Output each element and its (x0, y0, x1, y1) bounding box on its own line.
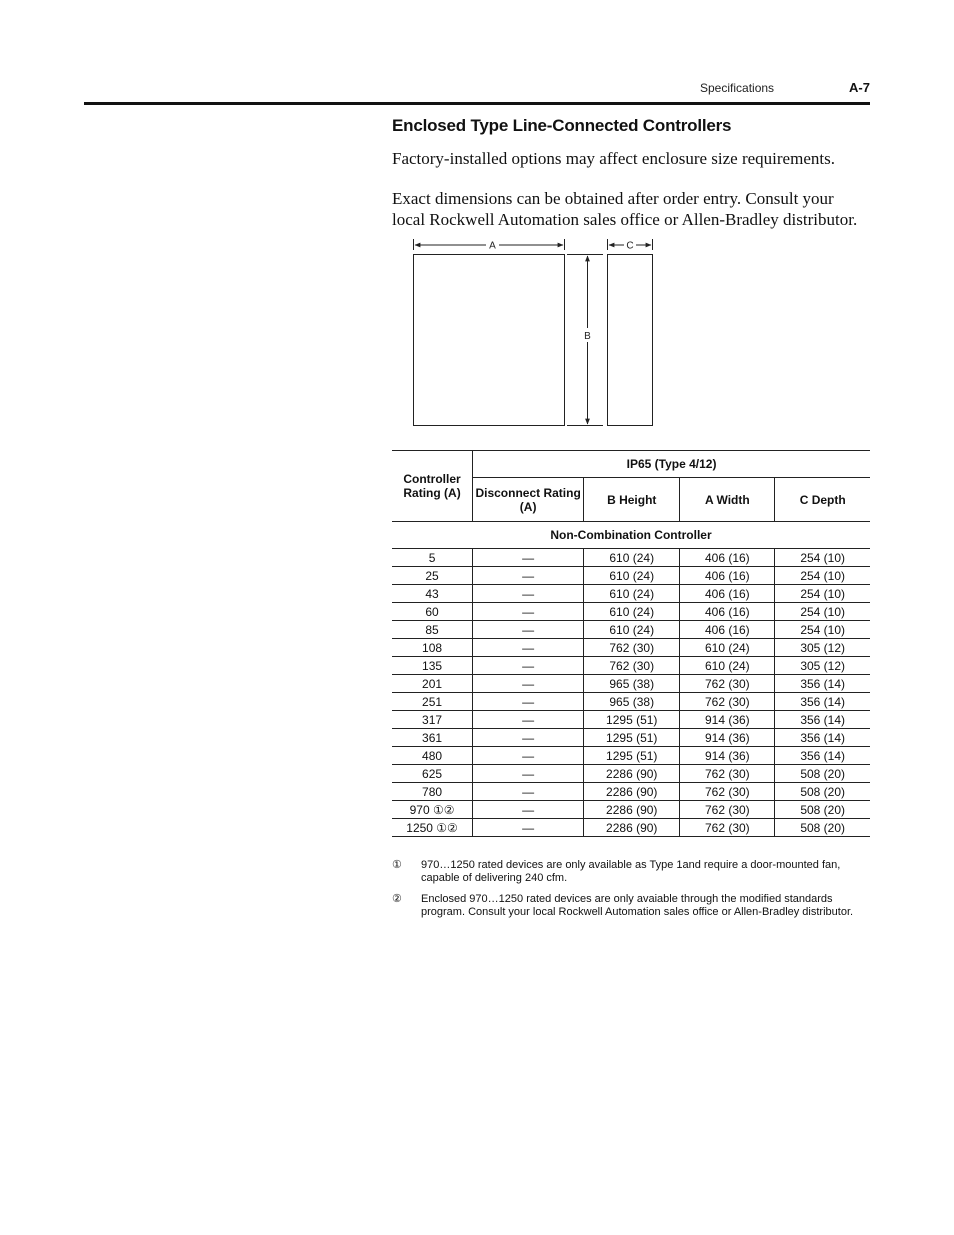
disconnect-rating-cell: — (473, 693, 584, 711)
table-row (392, 801, 870, 819)
controller-rating-cell: 201 (392, 675, 473, 693)
c-depth-cell: 305 (12) (775, 657, 870, 675)
disconnect-rating-cell: — (473, 639, 584, 657)
c-depth-cell: 254 (10) (775, 621, 870, 639)
b-height-cell: 762 (30) (584, 657, 680, 675)
header-section-title: Specifications (700, 81, 775, 95)
header-a-width: A Width (680, 478, 775, 522)
b-height-cell: 610 (24) (584, 567, 680, 585)
table-row (392, 639, 870, 657)
c-depth-cell: 254 (10) (775, 585, 870, 603)
table-row (392, 819, 870, 837)
header-b-height: B Height (584, 478, 680, 522)
footnote-2-text: Enclosed 970…1250 rated devices are only avaiable through the modified standards program. Consult your local Rockwell Automation sales office or Allen-Bradley distributor. (421, 893, 854, 918)
controller-rating-cell: 5 (392, 549, 473, 567)
disconnect-rating-cell: — (473, 621, 584, 639)
a-width-cell: 762 (30) (680, 801, 775, 819)
table-row (392, 603, 870, 621)
side-view-outline (608, 255, 653, 426)
footnote-2 (392, 893, 870, 919)
controller-rating-cell: 970 ①② (392, 801, 473, 819)
b-height-cell: 2286 (90) (584, 819, 680, 837)
a-width-cell: 406 (16) (680, 549, 775, 567)
disconnect-rating-cell: — (473, 819, 584, 837)
table-row (392, 567, 870, 585)
table-body (392, 549, 870, 837)
controller-rating-cell: 60 (392, 603, 473, 621)
controller-rating-cell: 135 (392, 657, 473, 675)
footnotes (392, 859, 870, 927)
a-width-cell: 762 (30) (680, 765, 775, 783)
controller-rating-cell: 780 (392, 783, 473, 801)
disconnect-rating-cell: — (473, 765, 584, 783)
b-height-cell: 762 (30) (584, 639, 680, 657)
b-height-cell: 610 (24) (584, 549, 680, 567)
header-ip65: IP65 (Type 4/12) (473, 451, 870, 478)
enclosure-dimension-diagram (405, 236, 665, 432)
table-row (392, 765, 870, 783)
header-c-depth: C Depth (775, 478, 870, 522)
b-height-cell: 1295 (51) (584, 729, 680, 747)
a-width-cell: 762 (30) (680, 675, 775, 693)
controller-rating-cell: 625 (392, 765, 473, 783)
disconnect-rating-cell: — (473, 567, 584, 585)
c-depth-cell: 356 (14) (775, 675, 870, 693)
front-view-outline (414, 255, 565, 426)
a-width-cell: 610 (24) (680, 657, 775, 675)
section-non-combination: Non-Combination Controller (392, 522, 870, 549)
b-height-cell: 2286 (90) (584, 765, 680, 783)
controller-rating-cell: 361 (392, 729, 473, 747)
footnote-1-marker: ① (392, 859, 402, 871)
c-depth-cell: 356 (14) (775, 729, 870, 747)
c-depth-cell: 356 (14) (775, 711, 870, 729)
b-height-cell: 610 (24) (584, 621, 680, 639)
table-row (392, 621, 870, 639)
footnote-1 (392, 859, 870, 885)
paragraph-dimensions: Exact dimensions can be obtained after order entry. Consult your local Rockwell Automation sales office or Allen-Bradley distributor. (392, 189, 858, 229)
a-width-cell: 914 (36) (680, 711, 775, 729)
section-heading: Enclosed Type Line-Connected Controllers (392, 116, 732, 135)
disconnect-rating-cell: — (473, 801, 584, 819)
c-depth-cell: 254 (10) (775, 603, 870, 621)
dimension-b-label: B (584, 331, 591, 342)
a-width-cell: 914 (36) (680, 729, 775, 747)
a-width-cell: 406 (16) (680, 585, 775, 603)
controller-rating-cell: 108 (392, 639, 473, 657)
a-width-cell: 762 (30) (680, 693, 775, 711)
table-row (392, 783, 870, 801)
disconnect-rating-cell: — (473, 603, 584, 621)
b-height-cell: 2286 (90) (584, 783, 680, 801)
table-row (392, 711, 870, 729)
table-row (392, 585, 870, 603)
header-rule (84, 102, 870, 105)
controller-rating-cell: 43 (392, 585, 473, 603)
footnote-1-text: 970…1250 rated devices are only available as Type 1and require a door-mounted fan, capable of delivering 240 cfm. (421, 859, 841, 884)
header-disconnect-rating: Disconnect Rating (A) (473, 478, 584, 522)
table-row (392, 549, 870, 567)
c-depth-cell: 305 (12) (775, 639, 870, 657)
footnote-2-marker: ② (392, 893, 402, 905)
controller-rating-cell: 85 (392, 621, 473, 639)
disconnect-rating-cell: — (473, 747, 584, 765)
table-row (392, 729, 870, 747)
c-depth-cell: 508 (20) (775, 783, 870, 801)
b-height-cell: 610 (24) (584, 603, 680, 621)
a-width-cell: 914 (36) (680, 747, 775, 765)
dimension-c-label: C (626, 240, 634, 252)
b-height-cell: 1295 (51) (584, 747, 680, 765)
header-controller-rating: Controller Rating (A) (392, 451, 473, 522)
a-width-cell: 406 (16) (680, 567, 775, 585)
b-height-cell: 965 (38) (584, 675, 680, 693)
b-height-cell: 610 (24) (584, 585, 680, 603)
b-height-cell: 965 (38) (584, 693, 680, 711)
a-width-cell: 406 (16) (680, 603, 775, 621)
table-row (392, 675, 870, 693)
controller-rating-cell: 480 (392, 747, 473, 765)
disconnect-rating-cell: — (473, 729, 584, 747)
disconnect-rating-cell: — (473, 549, 584, 567)
c-depth-cell: 508 (20) (775, 819, 870, 837)
a-width-cell: 406 (16) (680, 621, 775, 639)
disconnect-rating-cell: — (473, 675, 584, 693)
page-number: A-7 (849, 80, 870, 95)
controller-rating-cell: 25 (392, 567, 473, 585)
table-row (392, 747, 870, 765)
b-height-cell: 1295 (51) (584, 711, 680, 729)
c-depth-cell: 356 (14) (775, 747, 870, 765)
a-width-cell: 762 (30) (680, 783, 775, 801)
a-width-cell: 762 (30) (680, 819, 775, 837)
c-depth-cell: 254 (10) (775, 549, 870, 567)
a-width-cell: 610 (24) (680, 639, 775, 657)
table-row (392, 657, 870, 675)
disconnect-rating-cell: — (473, 783, 584, 801)
c-depth-cell: 356 (14) (775, 693, 870, 711)
controller-rating-cell: 251 (392, 693, 473, 711)
dimension-a-label: A (489, 240, 496, 252)
controller-rating-cell: 1250 ①② (392, 819, 473, 837)
c-depth-cell: 508 (20) (775, 765, 870, 783)
c-depth-cell: 254 (10) (775, 567, 870, 585)
disconnect-rating-cell: — (473, 657, 584, 675)
controller-rating-cell: 317 (392, 711, 473, 729)
paragraph-options: Factory-installed options may affect enclosure size requirements. (392, 149, 835, 168)
disconnect-rating-cell: — (473, 585, 584, 603)
dimensions-table (392, 450, 870, 837)
table-row (392, 693, 870, 711)
b-height-cell: 2286 (90) (584, 801, 680, 819)
disconnect-rating-cell: — (473, 711, 584, 729)
c-depth-cell: 508 (20) (775, 801, 870, 819)
